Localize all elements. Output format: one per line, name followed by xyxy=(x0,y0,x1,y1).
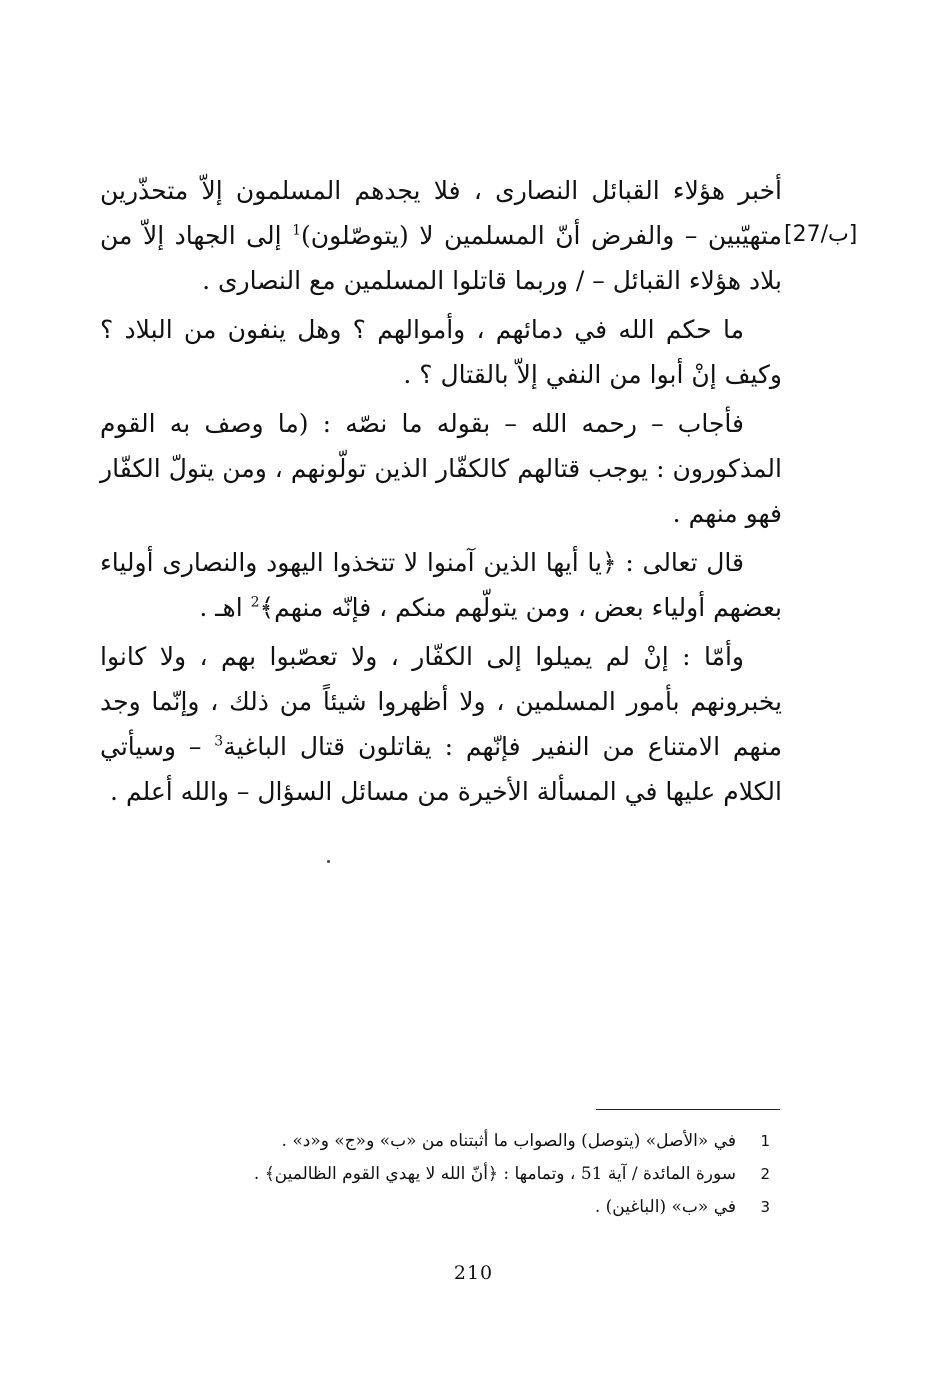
paragraph xyxy=(100,401,782,536)
paragraph-text: اهـ . xyxy=(199,593,251,622)
paragraph xyxy=(100,540,782,630)
footnote-text: سورة المائدة / آية 51 ، وتمامها : ﴿أنّ الله لا يهدي القوم الظالمين﴾ . xyxy=(253,1164,736,1184)
footnote-item xyxy=(250,1125,770,1158)
paragraph-text: وأمّا : إنْ لم يميلوا إلى الكفّار ، ولا تعصّبوا بهم ، ولا كانوا يخبرونهم بأمور المسلمين ، ولا أظهروا شيئاً من ذلك ، وإنّما وجد منهم الامتناع من النفير فإنّهم : يقاتلون قتال الباغية xyxy=(100,642,783,761)
ink-speck xyxy=(327,860,330,863)
paragraph-text: إلى الجهاد إلاّ من بلاد هؤلاء القبائل – / وربما قاتلوا المسلمين مع النصارى . xyxy=(100,221,782,295)
paragraph xyxy=(100,307,782,397)
paragraph xyxy=(100,168,782,303)
page-number: 210 xyxy=(453,1262,494,1284)
footnote-ref: 2 xyxy=(250,594,260,611)
paragraph-text: فأجاب – رحمه الله – بقوله ما نصّه : (ما وصف به القوم المذكورون : يوجب قتالهم كالكفّار الذين تولّونهم ، ومن يتولّ الكفّار فهو منهم . xyxy=(100,409,782,528)
footnote-number: 1 xyxy=(760,1132,770,1150)
footnote-item xyxy=(250,1158,770,1191)
footnotes xyxy=(250,1125,770,1224)
footnote-number: 2 xyxy=(760,1165,770,1183)
footnote-separator xyxy=(596,1109,780,1110)
footnote-ref: 3 xyxy=(214,733,224,750)
footnote-ref: 1 xyxy=(292,222,302,239)
footnote-item xyxy=(250,1191,770,1224)
footnote-text: في «الأصل» (يتوصل) والصواب ما أثبتناه من «ب» و«ج» و«د» . xyxy=(281,1131,736,1151)
footnote-text: في «ب» (الباغين) . xyxy=(594,1197,736,1217)
paragraph xyxy=(100,634,782,814)
paragraph-text: قال تعالى : ﴿يا أيها الذين آمنوا لا تتخذوا اليهود والنصارى أولياء بعضهم أولياء بعض ، ومن يتولّهم منكم ، فإنّه منهم﴾ xyxy=(100,548,782,622)
manuscript-folio-marker: [27/ب] xyxy=(784,222,858,247)
footnote-number: 3 xyxy=(760,1198,770,1216)
paragraph-text: أخبر هؤلاء القبائل النصارى ، فلا يجدهم المسلمون إلاّ متحذّرين متهيّبين – والفرض أنّ المسلمين لا (يتوصّلون) xyxy=(100,176,782,250)
paragraph-text: ما حكم الله في دمائهم ، وأموالهم ؟ وهل ينفون من البلاد ؟ وكيف إنْ أبوا من النفي إلاّ بالقتال ؟ . xyxy=(100,315,782,389)
paragraph-text: – وسيأتي الكلام عليها في المسألة الأخيرة من مسائل السؤال – والله أعلم . xyxy=(100,732,782,806)
main-text xyxy=(100,168,782,818)
